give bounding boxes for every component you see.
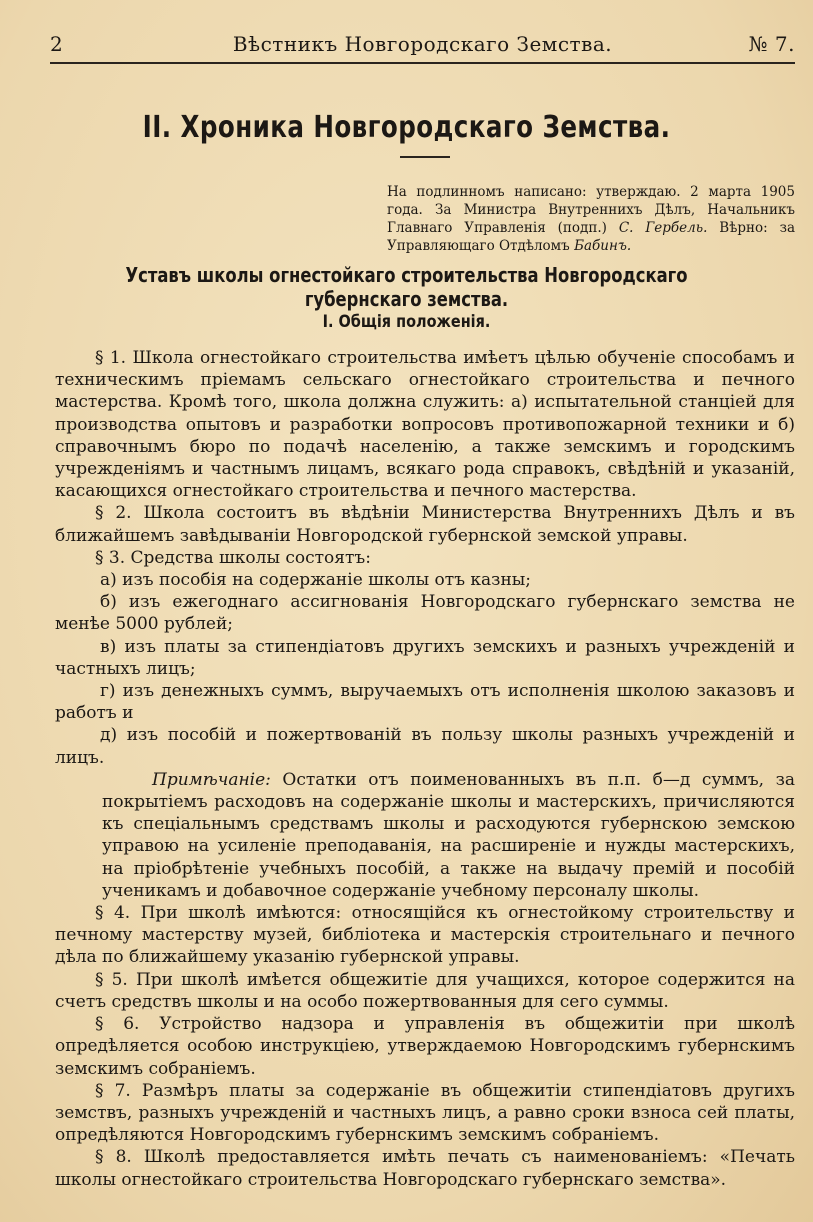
paragraph-8: § 8. Школѣ предоставляется имѣть печать съ наименованіемъ: «Печать школы огнестойкаго строительства Новгородскаго губернскаго земства». <box>55 1147 795 1190</box>
approval-signer: С. Гербель. <box>618 220 708 236</box>
note-label: Примѣчаніе: <box>152 769 271 790</box>
footnote <box>102 769 795 902</box>
section-title: II. Хроника Новгородскаго Земства. <box>142 110 671 145</box>
list-item-b: б) изъ ежегоднаго ассигнованія Новгородскаго губернскаго земства не менѣе 5000 рублей; <box>55 592 795 635</box>
paragraph-4: § 4. При школѣ имѣются: относящійся къ огнестойкому строительству и печному мастерству музей, библіотека и мастерскія строительнаго и печного дѣла по ближайшему указанію губернской управы. <box>55 903 795 968</box>
approval-verified: Вѣрно: за Управляющаго Отдѣломъ <box>387 220 795 254</box>
body-text <box>55 347 795 1191</box>
page-number: 2 <box>50 32 64 56</box>
list-item-d: д) изъ пособій и пожертвованій въ пользу школы разныхъ учрежденій и лицъ. <box>55 725 795 768</box>
list-item-g: г) изъ денежныхъ суммъ, выручаемыхъ отъ исполненія школою заказовъ и работъ и <box>55 681 795 724</box>
header-divider <box>50 62 795 64</box>
paragraph-7: § 7. Размѣръ платы за содержаніе въ общежитіи стипендіатовъ другихъ земствъ, разныхъ учрежденій и частныхъ лицъ, а равно сроки взноса сей платы, опредѣляются Новгородскимъ губернскимъ земскимъ собраніемъ. <box>55 1080 795 1146</box>
paragraph-6: § 6. Устройство надзора и управленія въ общежитіи при школѣ опредѣляется особою инструкціею, утверждаемою Новгородскимъ губернскимъ земскимъ собраніемъ. <box>55 1014 795 1079</box>
paragraph-2: § 2. Школа состоитъ въ вѣдѣніи Министерства Внутреннихъ Дѣлъ и въ ближайшемъ завѣдываніи Новгородской губернской земской управы. <box>55 503 795 546</box>
title-divider <box>400 156 450 158</box>
approval-note <box>387 183 795 255</box>
list-item-v: в) изъ платы за стипендіатовъ другихъ земскихъ и разныхъ учрежденій и частныхъ лицъ; <box>55 636 795 679</box>
list-item-a: а) изъ пособія на содержаніе школы отъ казны; <box>100 570 532 591</box>
note-text: Остатки отъ поименованныхъ въ п.п. б—д суммъ, за покрытіемъ расходовъ на содержаніе школы и мастерскихъ, причисляются къ спеціальнымъ средствамъ школы и расходуются губернскою земскою управою на усиленіе преподаванія, на расширеніе и нужды мастерскихъ, на пріобрѣтеніе учебныхъ пособій, а также на выдачу премій и пособій ученикамъ и добавочное содержаніе учебному персоналу школы. <box>102 769 795 901</box>
charter-title: Уставъ школы огнестойкаго строительства Новгородскаго губернскаго земства. <box>125 263 688 311</box>
chapter-title: I. Общія положенія. <box>322 312 491 332</box>
approval-text: На подлинномъ написано: утверждаю. 2 марта 1905 года. За Министра Внутреннихъ Дѣлъ, Начальникъ Главнаго Управленія (подп.) <box>387 184 795 236</box>
paragraph-3: § 3. Средства школы состоятъ: <box>95 547 371 568</box>
paragraph-5: § 5. При школѣ имѣется общежитіе для учащихся, которое содержится на счетъ средствъ школы и на особо пожертвованныя для сего суммы. <box>55 969 795 1012</box>
journal-title: Вѣстникъ Новгородскаго Земства. <box>232 32 613 56</box>
issue-number: № 7. <box>748 32 795 56</box>
approval-verifier: Бабинъ. <box>574 238 632 254</box>
page-header <box>50 28 795 60</box>
paragraph-1: § 1. Школа огнестойкаго строительства имѣетъ цѣлью обученіе способамъ и техническимъ пріемамъ сельскаго огнестойкаго строительства и печного мастерства. Кромѣ того, школа должна служить: а) испытательной станціей для производства опытовъ и разработки вопросовъ противопожарной техники и б) справочнымъ бюро по подачѣ населенію, а также земскимъ и городскимъ учрежденіямъ и частнымъ лицамъ, всякаго рода справокъ, свѣдѣній и указаній, касающихся огнестойкаго строительства и печного мастерства. <box>55 348 795 502</box>
